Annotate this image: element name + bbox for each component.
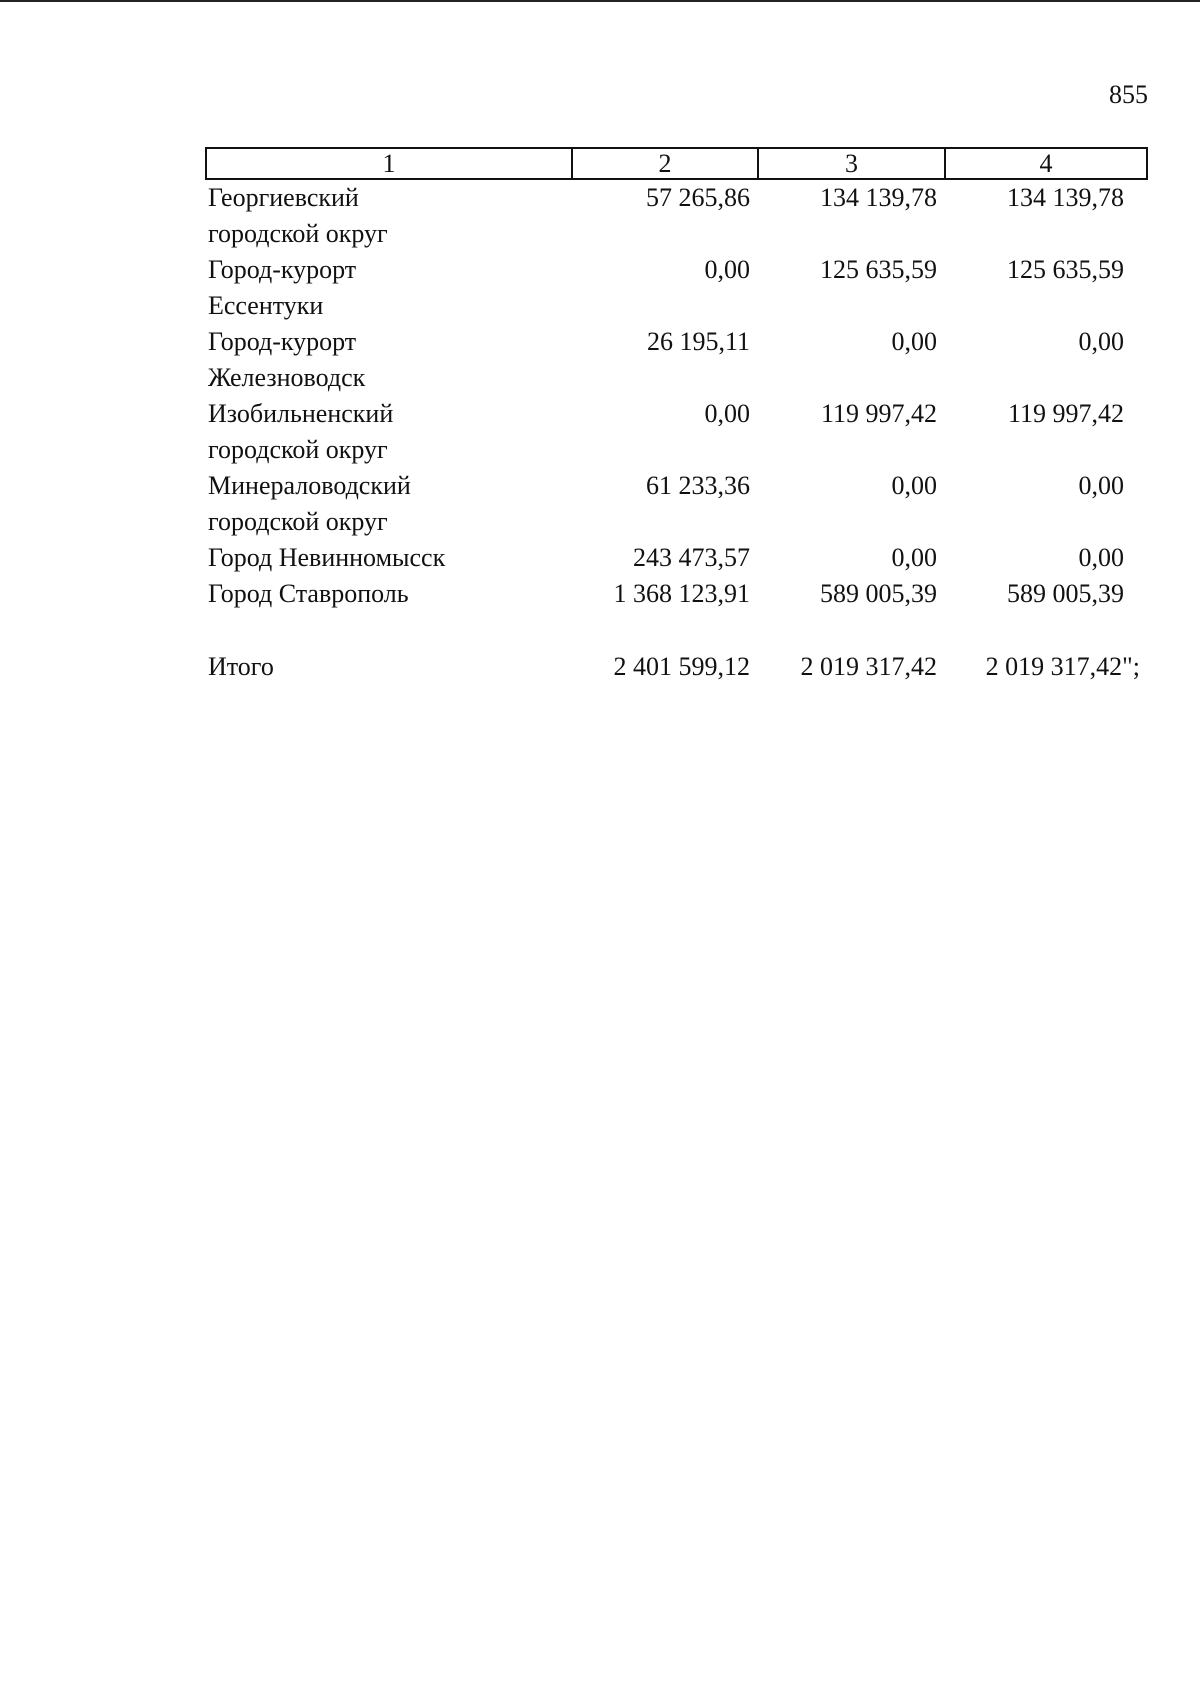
value-col-4: 0,00 — [1078, 327, 1124, 356]
table-row — [205, 468, 1148, 540]
municipality-name — [205, 324, 569, 396]
value-col-2: 61 233,36 — [646, 471, 750, 500]
table-header-row — [205, 147, 1148, 180]
total-col-2: 2 401 599,12 — [613, 652, 750, 681]
value-col-4: 0,00 — [1078, 543, 1124, 572]
table-row — [205, 576, 1148, 612]
municipality-name-line-2: городской округ — [208, 507, 388, 536]
municipality-name-line-2: городской округ — [208, 435, 388, 464]
table-row — [205, 252, 1148, 324]
table-body — [205, 180, 1148, 685]
value-col-4: 134 139,78 — [1007, 183, 1124, 212]
municipality-name — [205, 396, 569, 468]
table-row — [205, 540, 1148, 576]
municipality-name-line-2: городской округ — [208, 219, 388, 248]
header-col-4: 4 — [944, 149, 1146, 178]
value-col-2: 57 265,86 — [646, 183, 750, 212]
total-row — [205, 649, 1148, 685]
total-col-3: 2 019 317,42 — [800, 652, 937, 681]
municipality-name-line-1: Минераловодский — [208, 471, 411, 500]
municipality-name: Город Ставрополь — [208, 579, 409, 608]
municipality-name: Город Невинномысск — [208, 543, 446, 572]
value-col-4: 119 997,42 — [1007, 399, 1124, 428]
page-number: 855 — [1109, 80, 1148, 109]
header-col-2: 2 — [571, 149, 757, 178]
municipality-name-line-1: Изобильненский — [208, 399, 394, 428]
municipality-name-line-1: Город-курорт — [208, 327, 357, 356]
municipality-name — [205, 180, 569, 252]
municipality-name-line-1: Город-курорт — [208, 255, 357, 284]
table-row — [205, 324, 1148, 396]
value-col-3: 0,00 — [891, 543, 937, 572]
value-col-3: 119 997,42 — [820, 399, 937, 428]
header-col-1: 1 — [382, 149, 396, 178]
municipality-name-line-2: Ессентуки — [208, 291, 324, 320]
value-col-2: 1 368 123,91 — [613, 579, 750, 608]
municipality-name — [205, 468, 569, 540]
value-col-3: 0,00 — [891, 327, 937, 356]
municipality-name-line-1: Георгиевский — [208, 183, 359, 212]
value-col-3: 134 139,78 — [820, 183, 937, 212]
value-col-2: 26 195,11 — [646, 327, 750, 356]
value-col-3: 0,00 — [891, 471, 937, 500]
value-col-4: 589 005,39 — [1007, 579, 1124, 608]
value-col-3: 589 005,39 — [820, 579, 937, 608]
allocation-table — [205, 147, 1148, 685]
total-label: Итого — [208, 652, 274, 681]
municipality-name — [205, 252, 569, 324]
value-col-4: 125 635,59 — [1007, 255, 1124, 284]
municipality-name-line-2: Железноводск — [208, 363, 366, 392]
table-row — [205, 396, 1148, 468]
table-row — [205, 180, 1148, 252]
header-col-3: 3 — [757, 149, 944, 178]
value-col-3: 125 635,59 — [820, 255, 937, 284]
value-col-4: 0,00 — [1078, 471, 1124, 500]
value-col-2: 243 473,57 — [633, 543, 750, 572]
top-border-line — [0, 0, 1200, 2]
total-col-4: 2 019 317,42"; — [985, 652, 1140, 681]
value-col-2: 0,00 — [704, 399, 750, 428]
value-col-2: 0,00 — [704, 255, 750, 284]
